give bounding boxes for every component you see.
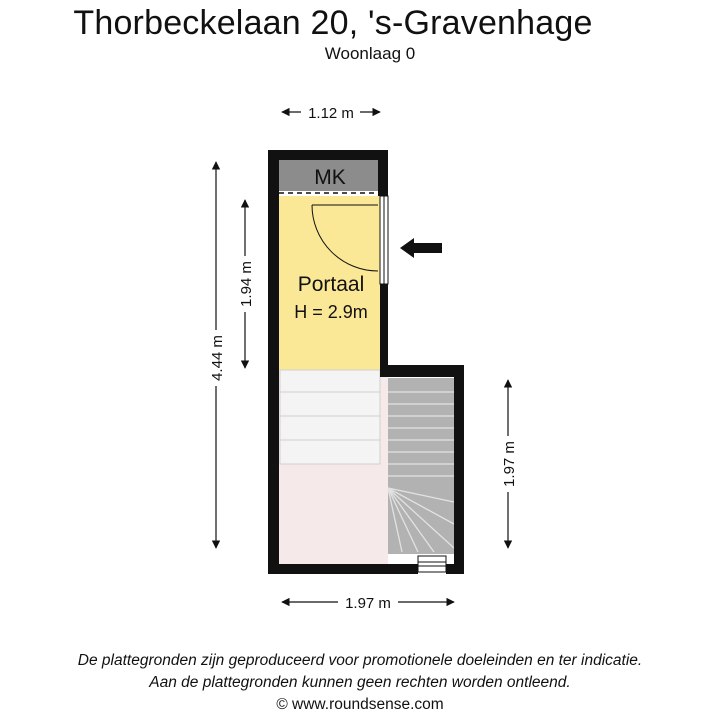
page-title: Thorbeckelaan 20, 's-Gravenhage [73,4,593,42]
copyright-link[interactable]: © www.roundsense.com [276,696,444,713]
dim-right-height: 1.97 m [501,441,518,487]
disclaimer-line-2: Aan de plattegronden kunnen geen rechten worden ontleend. [149,674,571,691]
stairs-flight-left [280,370,380,464]
dim-top-width: 1.12 m [308,105,354,122]
dim-total-height: 4.44 m [209,335,226,381]
stairs-flight-right [388,378,454,554]
entrance-door-frame [380,196,388,284]
room-label-portaal: Portaal [297,273,365,296]
window-bottom [418,556,446,572]
room-label-mk: MK [314,166,346,189]
dim-portaal-height: 1.94 m [238,261,255,307]
room-height-portaal: H = 2.9m [294,302,368,322]
entrance-arrow-icon [400,238,442,258]
disclaimer-line-1: De plattegronden zijn geproduceerd voor promotionele doeleinden en ter indicatie. [77,652,643,669]
floor-label: Woonlaag 0 [324,44,416,63]
dim-bottom-width: 1.97 m [345,595,391,612]
